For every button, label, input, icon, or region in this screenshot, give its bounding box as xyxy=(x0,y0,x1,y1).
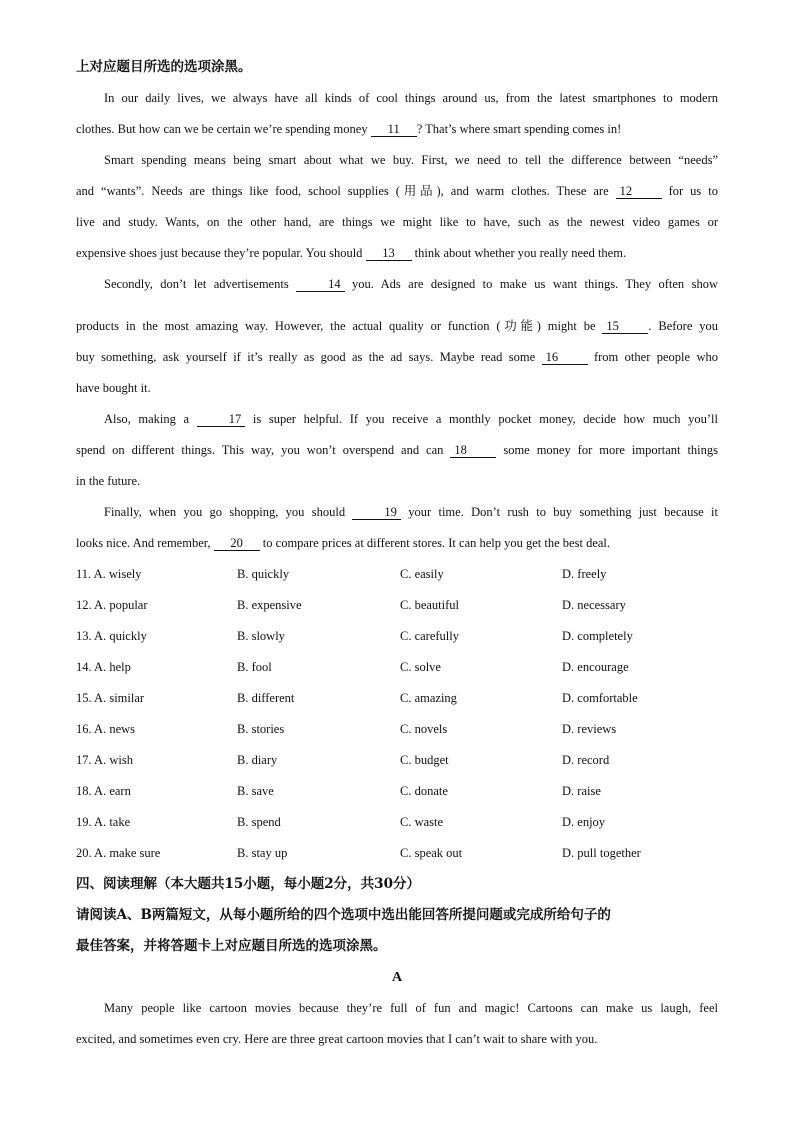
option-d: D. completely xyxy=(562,629,633,643)
option-d: D. reviews xyxy=(562,722,617,736)
option-d: D. raise xyxy=(562,784,601,798)
option-c: C. budget xyxy=(400,753,449,767)
option-row xyxy=(76,807,718,838)
passage-line-12: spend on different things. This way, you won’t overspend and can 18 some money for more important things xyxy=(76,443,718,457)
option-d: D. pull together xyxy=(562,846,641,860)
option-row xyxy=(76,621,718,652)
option-d: D. necessary xyxy=(562,598,626,612)
option-row xyxy=(76,652,718,683)
passage-line-4: and “wants”. Needs are things like food, school supplies (用品), and warm clothes. These are 12 for us to xyxy=(76,184,718,198)
option-c: C. carefully xyxy=(400,629,460,643)
option-c: C. amazing xyxy=(400,691,457,705)
option-a: 11. A. wisely xyxy=(76,567,142,581)
blank-16: 16 xyxy=(542,350,588,365)
blank-15: 15 xyxy=(602,319,648,334)
option-c: C. waste xyxy=(400,815,444,829)
exam-page xyxy=(76,52,718,1055)
option-b: B. fool xyxy=(237,660,272,674)
passage-a-label: A xyxy=(391,970,403,985)
option-d: D. freely xyxy=(562,567,607,581)
option-c: C. speak out xyxy=(400,846,463,860)
blank-19: 19 xyxy=(352,505,401,520)
option-b: B. spend xyxy=(237,815,281,829)
blank-18: 18 xyxy=(450,443,496,458)
option-row xyxy=(76,776,718,807)
option-row xyxy=(76,838,718,869)
option-d: D. record xyxy=(562,753,610,767)
blank-17: 17 xyxy=(197,412,246,427)
blank-20: 20 xyxy=(214,536,260,551)
option-d: D. enjoy xyxy=(562,815,606,829)
passage-line-14: Finally, when you go shopping, you should 19 your time. Don’t rush to buy something just because it xyxy=(104,505,719,519)
option-d: D. comfortable xyxy=(562,691,638,705)
option-b: B. quickly xyxy=(237,567,290,581)
option-a: 13. A. quickly xyxy=(76,629,147,643)
option-a: 17. A. wish xyxy=(76,753,133,767)
option-a: 16. A. news xyxy=(76,722,136,736)
passage-line-6: expensive shoes just because they’re popular. You should 13 think about whether you really need them. xyxy=(76,246,627,260)
option-c: C. easily xyxy=(400,567,444,581)
blank-11: 11 xyxy=(371,122,417,137)
passage-line-1: In our daily lives, we always have all kinds of cool things around us, from the latest smartphones to modern xyxy=(104,91,718,105)
passage-line-15: looks nice. And remember, 20 to compare prices at different stores. It can help you get the best deal. xyxy=(76,536,611,550)
option-b: B. slowly xyxy=(237,629,285,643)
passage-line-10: have bought it. xyxy=(76,381,151,395)
option-d: D. encourage xyxy=(562,660,629,674)
intro-tail: 上对应题目所选的选项涂黑。 xyxy=(76,59,252,75)
option-row xyxy=(76,683,718,714)
passage-line-7: Secondly, don’t let advertisements 14 you. Ads are designed to make us want things. They often show xyxy=(104,277,718,291)
option-b: B. expensive xyxy=(237,598,302,612)
option-row xyxy=(76,714,718,745)
option-c: C. solve xyxy=(400,660,441,674)
option-a: 18. A. earn xyxy=(76,784,131,798)
passage-line-3: Smart spending means being smart about what we buy. First, we need to tell the difference between “needs” xyxy=(104,153,718,167)
option-c: C. novels xyxy=(400,722,448,736)
option-a: 15. A. similar xyxy=(76,691,145,705)
option-c: C. beautiful xyxy=(400,598,460,612)
passage-line-13: in the future. xyxy=(76,474,141,488)
option-b: B. diary xyxy=(237,753,278,767)
section-heading: 四、阅读理解（本大题共15小题，每小题2分，共30分） xyxy=(76,876,420,892)
instruction-line-2: 最佳答案，并将答题卡上对应题目所选的选项涂黑。 xyxy=(76,938,387,954)
passage-line-2: clothes. But how can we be certain we’re spending money 11 ? That’s where smart spending comes in! xyxy=(76,122,622,136)
option-b: B. stories xyxy=(237,722,285,736)
passage-line-5: live and study. Wants, on the other hand, are things we might like to have, such as the newest video games or xyxy=(76,215,718,229)
passage-line-9: buy something, ask yourself if it’s really as good as the ad says. Maybe read some 16 from other people who xyxy=(76,350,719,364)
blank-12: 12 xyxy=(616,184,662,199)
option-b: B. save xyxy=(237,784,274,798)
option-b: B. different xyxy=(237,691,295,705)
option-row xyxy=(76,559,718,590)
option-b: B. stay up xyxy=(237,846,288,860)
option-a: 14. A. help xyxy=(76,660,131,674)
passage-line-8: products in the most amazing way. However, the actual quality or function (功能) might be 15 . Before you xyxy=(76,319,718,333)
passage-a-line-1: Many people like cartoon movies because they’re full of fun and magic! Cartoons can make us laugh, feel xyxy=(104,1001,718,1015)
option-a: 19. A. take xyxy=(76,815,131,829)
blank-13: 13 xyxy=(366,246,412,261)
blank-14: 14 xyxy=(296,277,345,292)
option-a: 20. A. make sure xyxy=(76,846,161,860)
option-c: C. donate xyxy=(400,784,448,798)
options-list xyxy=(76,559,718,869)
instruction-line-1: 请阅读A、B两篇短文，从每小题所给的四个选项中选出能回答所提问题或完成所给句子的 xyxy=(76,907,611,923)
option-row xyxy=(76,590,718,621)
passage-line-11: Also, making a 17 is super helpful. If you receive a monthly pocket money, decide how much you’ll xyxy=(104,412,718,426)
option-row xyxy=(76,745,718,776)
option-a: 12. A. popular xyxy=(76,598,148,612)
passage-a-line-2: excited, and sometimes even cry. Here are three great cartoon movies that I can’t wait to share with you. xyxy=(76,1032,598,1046)
